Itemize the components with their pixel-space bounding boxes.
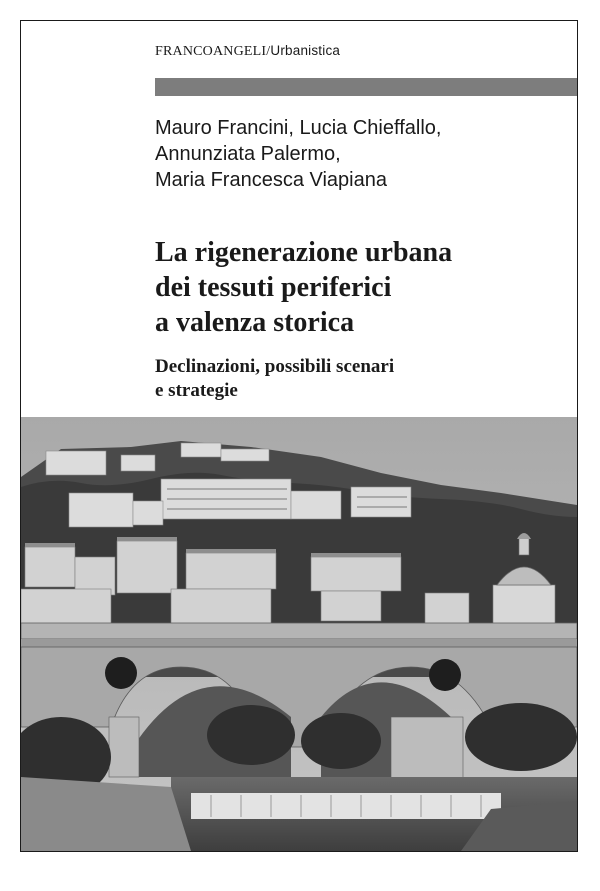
weir-waterfall [191,793,501,819]
title-line: La rigenerazione urbana [155,237,453,268]
title-line: dei tessuti periferici [155,272,392,303]
subtitle-line: Declinazioni, possibili scenari [155,356,395,377]
publisher-separator: / [266,44,271,59]
series-name: Urbanistica [270,43,341,58]
publisher-imprint [155,43,340,60]
subtitle-line: e strategie [155,380,238,401]
author-line: Annunziata Palermo, [155,143,341,165]
town-bridge-photo [21,417,577,851]
header-bar [155,78,577,96]
author-line: Maria Francesca Viapiana [155,169,387,191]
authors [155,115,441,193]
author-line: Mauro Francini, Lucia Chieffallo, [155,117,442,139]
publisher-name: FRANCOANGELI [155,44,267,59]
book-subtitle [155,355,394,403]
book-cover [20,20,578,852]
title-line: a valenza storica [155,307,355,338]
book-title [155,235,452,340]
foreground-grass [21,777,191,851]
cover-photo [21,417,577,851]
